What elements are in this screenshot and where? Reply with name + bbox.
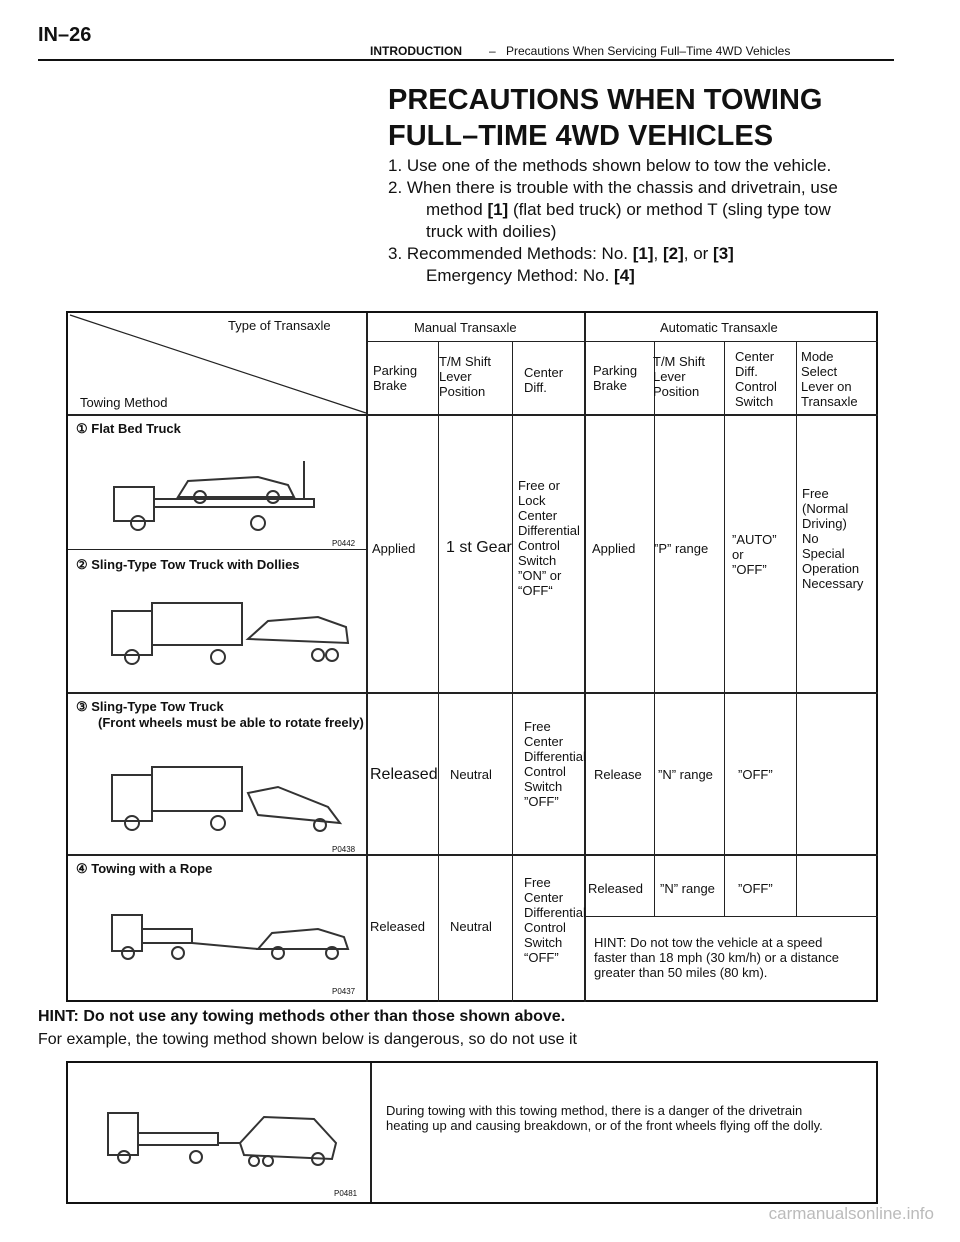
method-3-code: P0438 (332, 845, 356, 854)
col-mode-l2: Select (801, 364, 838, 379)
r12-at-shift: ”P” range (654, 541, 709, 556)
divider-h-header (366, 341, 878, 342)
col-cdc-l4: Switch (735, 394, 774, 409)
step-3-line-1 (388, 244, 734, 263)
sling-truck-illustration (108, 753, 348, 843)
method-2-label: ② Sling-Type Tow Truck with Dollies (76, 557, 300, 572)
hint-normal: For example, the towing method shown below is dangerous, so do not use it (38, 1031, 577, 1048)
r12-center-l7: ”ON” or (518, 568, 562, 583)
method-ref-3: [3] (713, 244, 734, 263)
r12-parking: Applied (372, 541, 416, 556)
header-dash: – (489, 44, 496, 58)
method-3-subtitle: (Front wheels must be able to rotate freely) (98, 715, 364, 730)
r12-ctrl-l3: ”OFF” (732, 562, 767, 577)
step-3-emergency-pre: Emergency Method: No. (426, 266, 615, 285)
r3-center-l6: ”OFF” (524, 794, 559, 809)
divider-h-hint (584, 916, 878, 917)
method-4-label: ④ Towing with a Rope (76, 861, 213, 876)
r4-hint-l3: greater than 50 miles (80 km). (594, 965, 768, 980)
r3-parking: Released (370, 766, 438, 783)
r12-center-l5: Control (518, 538, 560, 553)
r4-shift: Neutral (450, 919, 492, 934)
rope-towing-illustration (108, 899, 358, 969)
page-title (388, 82, 908, 154)
r4-hint-l1: HINT: Do not tow the vehicle at a speed (594, 935, 823, 950)
divider-h-row-4 (68, 854, 878, 856)
col-tm-shift-l2: Lever (439, 369, 472, 384)
page-code: IN–26 (38, 24, 92, 46)
r12-center-l2: Lock (518, 493, 546, 508)
col-parking-brake-l2: Brake (373, 378, 407, 393)
col-cdc-l2: Diff. (735, 364, 758, 379)
header-rule (38, 59, 894, 61)
bottom-text-l1: During towing with this towing method, there is a danger of the drivetrain (386, 1103, 803, 1118)
r3-shift: Neutral (450, 767, 492, 782)
r3-at-shift: ”N” range (658, 767, 713, 782)
title-line-2: FULL–TIME 4WD VEHICLES (388, 120, 774, 152)
method-3-label (76, 699, 368, 731)
r3-center-l1: Free (524, 719, 551, 734)
step-2-line-2 (388, 199, 864, 221)
sling-truck-dollies-illustration (108, 583, 358, 673)
col-tm-shift-l3: Position (439, 384, 486, 399)
step-3-or: , or (683, 244, 714, 263)
col-center-diff-l2: Diff. (524, 380, 547, 395)
r12-mode-l3: Driving) (802, 516, 847, 531)
method-3-title: ③ Sling-Type Tow Truck (76, 699, 224, 714)
r4-center-l1: Free (524, 875, 551, 890)
step-2 (388, 177, 864, 243)
col-cdc-l3: Control (735, 379, 777, 394)
r4-center-l3: Differential (524, 905, 586, 920)
col-at-parking-l2: Brake (593, 378, 627, 393)
r12-shift: 1 st Gear (446, 539, 512, 556)
step-2-method-post: (flat bed truck) or method T (sling type tow (508, 200, 831, 219)
r4-center-diff (524, 875, 586, 965)
col-cdc-l1: Center (735, 349, 775, 364)
r12-mode (802, 486, 863, 591)
divider-v-method (366, 313, 368, 1002)
r12-center-l6: Switch (518, 553, 557, 568)
r4-center-l5: Switch (524, 935, 563, 950)
step-3-comma: , (653, 244, 663, 263)
r4-hint-l2: faster than 18 mph (30 km/h) or a distance (594, 950, 839, 965)
divider-v-1 (438, 341, 439, 1002)
r12-center-l3: Center (518, 508, 558, 523)
r3-center-diff (524, 719, 586, 809)
col-center-diff (524, 365, 563, 395)
watermark: carmanualsonline.info (768, 1204, 934, 1223)
title-line-1: PRECAUTIONS WHEN TOWING (388, 84, 823, 116)
r4-at-shift: ”N” range (660, 881, 715, 896)
divider-h-method-1-2 (68, 549, 366, 550)
divider-v-3 (654, 341, 655, 916)
dangerous-method-box (66, 1061, 878, 1204)
dangerous-towing-illustration (104, 1103, 354, 1173)
type-of-transaxle-label: Type of Transaxle (228, 318, 331, 333)
r3-center-l3: Differential (524, 749, 586, 764)
r3-at-parking: Release (594, 767, 642, 782)
divider-h-columns (68, 414, 878, 416)
step-3-pre: 3. Recommended Methods: No. (388, 244, 633, 263)
divider-v-2 (512, 341, 513, 1002)
r4-center-l6: “OFF” (524, 950, 559, 965)
r4-parking: Released (370, 919, 425, 934)
col-center-diff-control (735, 349, 777, 409)
r12-mode-l4: No (802, 531, 819, 546)
step-2-method-ref: [1] (487, 200, 509, 219)
divider-h-row-3 (68, 692, 878, 694)
r12-mode-l7: Necessary (802, 576, 864, 591)
col-parking-brake-l1: Parking (373, 363, 418, 378)
col-parking-brake (373, 363, 417, 393)
method-ref-1: [1] (632, 244, 654, 263)
col-center-diff-l1: Center (524, 365, 564, 380)
bottom-text (386, 1103, 823, 1133)
method-ref-4: [4] (614, 266, 635, 285)
col-mode-l4: Transaxle (801, 394, 858, 409)
r4-at-parking: Released (588, 881, 643, 896)
col-mode-select (801, 349, 858, 409)
r4-ctrl: ”OFF” (738, 881, 773, 896)
automatic-transaxle-label: Automatic Transaxle (660, 320, 778, 335)
r4-center-l2: Center (524, 890, 564, 905)
r3-center-l2: Center (524, 734, 564, 749)
col-at-shift (653, 354, 705, 399)
r4-hint (594, 935, 839, 980)
r12-center-l1: Free or (518, 478, 560, 493)
r12-mode-l1: Free (802, 486, 829, 501)
step-3-line-2 (388, 265, 868, 287)
r12-center-diff (518, 478, 580, 598)
col-tm-shift (439, 354, 491, 399)
divider-v-4 (724, 341, 725, 916)
method-ref-2: [2] (662, 244, 684, 263)
col-at-parking-brake (593, 363, 637, 393)
towing-method-label: Towing Method (80, 395, 168, 410)
col-mode-l1: Mode (801, 349, 834, 364)
r12-ctrl-l1: ”AUTO” (732, 532, 777, 547)
r12-mode-l2: (Normal (802, 501, 849, 516)
divider-v-5 (796, 341, 797, 916)
bottom-text-l2: heating up and causing breakdown, or of the front wheels flying off the dolly. (386, 1118, 823, 1133)
header-subtitle: Precautions When Servicing Full–Time 4WD Vehicles (506, 44, 791, 58)
header-section: INTRODUCTION (370, 44, 462, 58)
r12-mode-l6: Operation (802, 561, 860, 576)
r12-ctrl (732, 532, 777, 577)
r12-center-l8: “OFF“ (518, 583, 553, 598)
r3-ctrl: ”OFF” (738, 767, 773, 782)
manual-transaxle-label: Manual Transaxle (414, 320, 517, 335)
r12-at-parking: Applied (592, 541, 636, 556)
step-1: 1. Use one of the methods shown below to tow the vehicle. (388, 156, 832, 175)
r12-mode-l5: Special (802, 546, 845, 561)
method-1-code: P0442 (332, 539, 356, 548)
col-mode-l3: Lever on (801, 379, 852, 394)
flat-bed-truck-illustration (108, 441, 338, 531)
col-tm-shift-l1: T/M Shift (439, 354, 492, 369)
step-3 (388, 243, 868, 287)
r12-center-l4: Differential (518, 523, 580, 538)
bottom-code: P0481 (334, 1189, 358, 1198)
r4-center-l4: Control (524, 920, 566, 935)
bottom-divider (370, 1063, 372, 1202)
towing-methods-table (66, 311, 878, 1002)
r3-center-l4: Control (524, 764, 566, 779)
step-2-line-3: truck with doilies) (426, 222, 557, 241)
method-1-label: ① Flat Bed Truck (76, 421, 181, 436)
step-2-method-pre: method (426, 200, 488, 219)
r3-center-l5: Switch (524, 779, 563, 794)
method-4-code: P0437 (332, 987, 356, 996)
col-at-shift-l1: T/M Shift (653, 354, 706, 369)
col-at-shift-l2: Lever (653, 369, 686, 384)
r12-ctrl-l2: or (732, 547, 744, 562)
hint-bold: HINT: Do not use any towing methods other than those shown above. (38, 1008, 566, 1025)
step-2-line-1: 2. When there is trouble with the chassis and drivetrain, use (388, 178, 838, 197)
col-at-parking-l1: Parking (593, 363, 638, 378)
col-at-shift-l3: Position (653, 384, 700, 399)
